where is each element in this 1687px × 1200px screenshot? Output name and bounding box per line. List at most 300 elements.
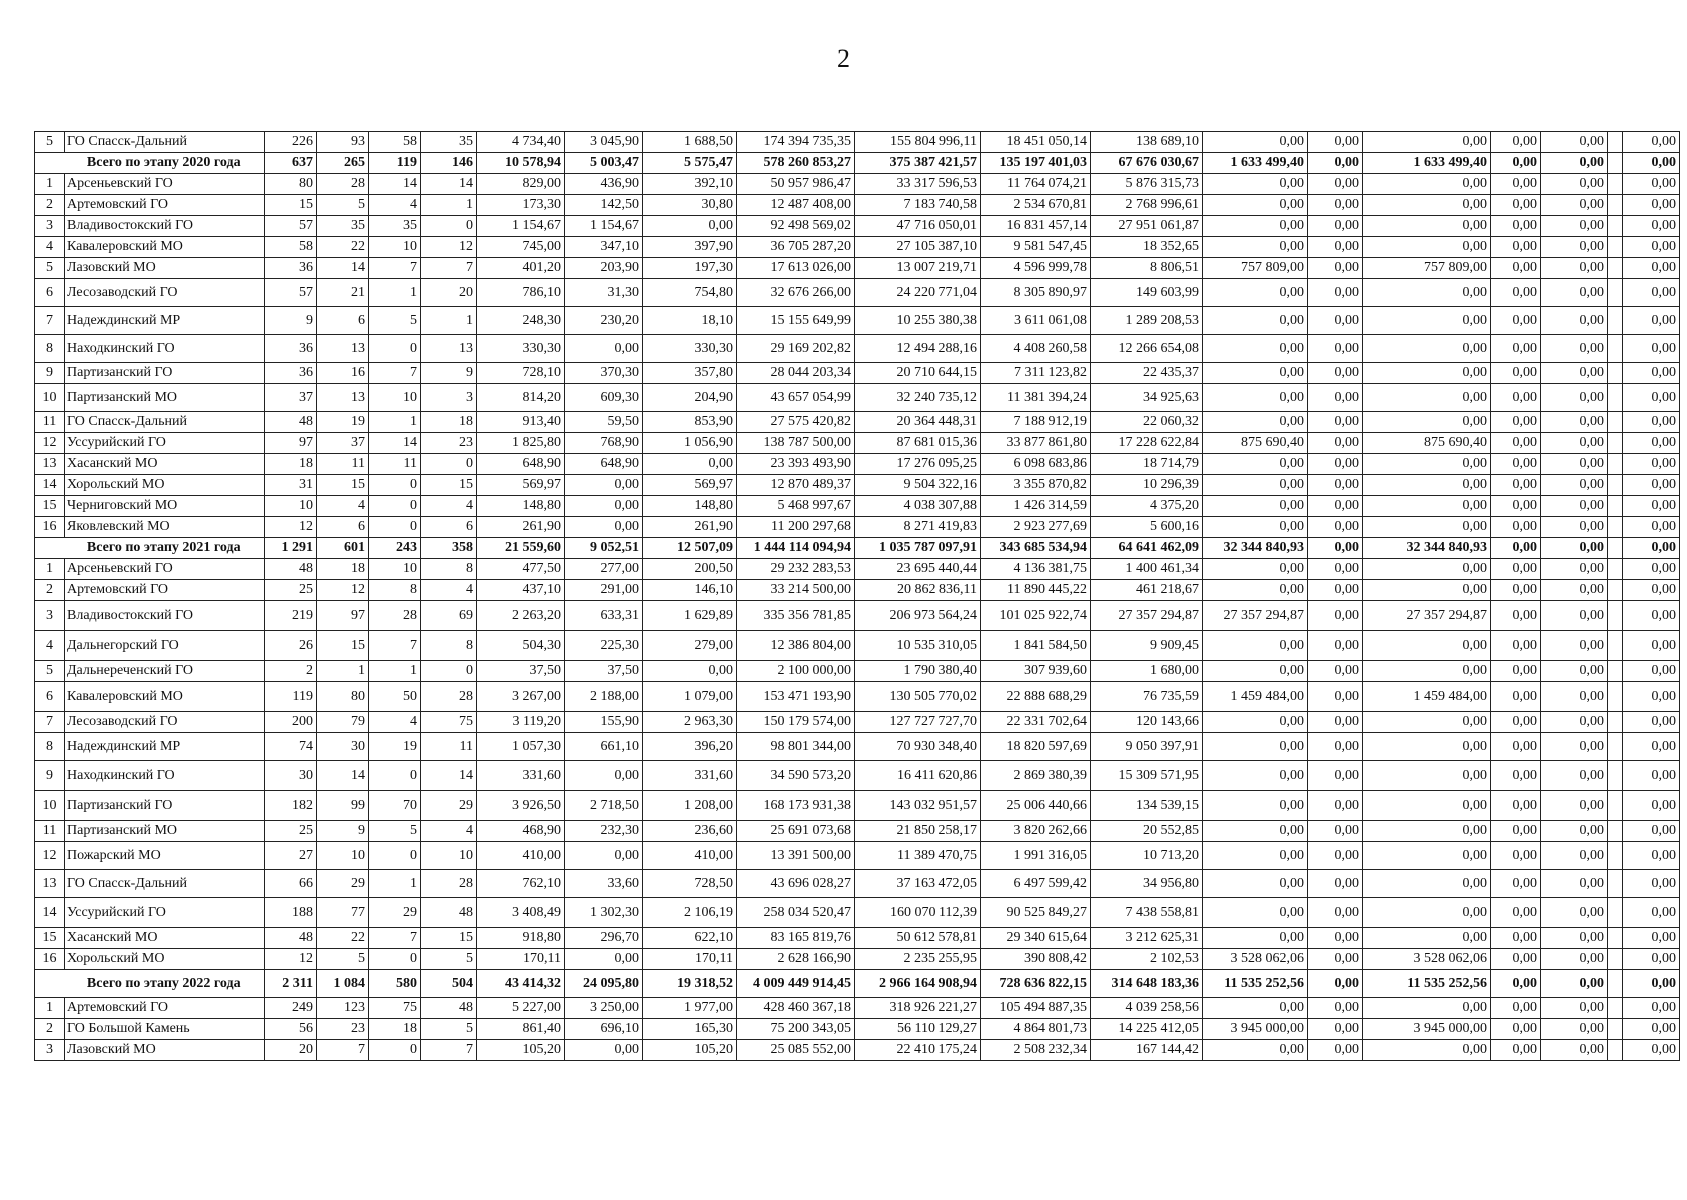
table-row	[35, 1040, 1680, 1061]
value-cell: 0,00	[1491, 237, 1541, 258]
value-cell: 0,00	[1491, 279, 1541, 307]
value-cell: 10 713,20	[1091, 842, 1203, 870]
row-number-cell: 2	[35, 580, 65, 601]
value-cell: 25 006 440,66	[981, 791, 1091, 821]
value-cell: 0	[421, 454, 477, 475]
value-cell: 13	[421, 335, 477, 363]
value-cell: 0,00	[1541, 237, 1608, 258]
value-cell: 0,00	[1491, 174, 1541, 195]
value-cell: 119	[265, 682, 317, 712]
value-cell: 1 056,90	[643, 433, 737, 454]
value-cell: 14	[421, 174, 477, 195]
value-cell: 182	[265, 791, 317, 821]
value-cell: 0,00	[1541, 132, 1608, 153]
value-cell: 0,00	[1308, 258, 1363, 279]
value-cell: 0,00	[1203, 454, 1308, 475]
value-cell: 15	[317, 475, 369, 496]
value-cell: 35	[369, 216, 421, 237]
value-cell: 0,00	[1491, 517, 1541, 538]
value-cell: 50 612 578,81	[855, 928, 981, 949]
value-cell: 0,00	[1623, 970, 1680, 998]
value-cell: 23 393 493,90	[737, 454, 855, 475]
table-row	[35, 174, 1680, 195]
value-cell: 0,00	[1541, 195, 1608, 216]
value-cell: 0,00	[1491, 475, 1541, 496]
value-cell: 14	[317, 761, 369, 791]
value-cell: 0	[369, 949, 421, 970]
value-cell: 0,00	[1308, 195, 1363, 216]
value-cell: 0,00	[1623, 195, 1680, 216]
value-cell: 23	[317, 1019, 369, 1040]
value-cell: 410,00	[477, 842, 565, 870]
value-cell: 0,00	[1363, 174, 1491, 195]
value-cell: 17 613 026,00	[737, 258, 855, 279]
municipality-name-cell: Надеждинский МР	[65, 307, 265, 335]
value-cell: 0,00	[1541, 384, 1608, 412]
value-cell: 226	[265, 132, 317, 153]
value-cell: 875 690,40	[1203, 433, 1308, 454]
value-cell: 0,00	[1491, 258, 1541, 279]
value-cell: 43 696 028,27	[737, 870, 855, 898]
value-cell: 0,00	[1308, 842, 1363, 870]
value-cell: 477,50	[477, 559, 565, 580]
value-cell: 4	[421, 580, 477, 601]
value-cell: 4 408 260,58	[981, 335, 1091, 363]
value-cell: 0,00	[1541, 517, 1608, 538]
value-cell: 4 039 258,56	[1091, 998, 1203, 1019]
value-cell: 314 648 183,36	[1091, 970, 1203, 998]
table-row	[35, 661, 1680, 682]
table-row	[35, 580, 1680, 601]
table-row	[35, 998, 1680, 1019]
value-cell: 12 386 804,00	[737, 631, 855, 661]
value-cell: 4	[421, 821, 477, 842]
value-cell: 1 680,00	[1091, 661, 1203, 682]
table-row	[35, 631, 1680, 661]
value-cell: 569,97	[643, 475, 737, 496]
value-cell: 0,00	[1541, 970, 1608, 998]
row-number-cell: 4	[35, 237, 65, 258]
value-cell: 204,90	[643, 384, 737, 412]
row-number-cell: 2	[35, 195, 65, 216]
value-cell: 12	[265, 517, 317, 538]
value-cell: 1 991 316,05	[981, 842, 1091, 870]
value-cell: 4	[317, 496, 369, 517]
value-cell: 0,00	[1491, 733, 1541, 761]
value-cell: 504,30	[477, 631, 565, 661]
value-cell: 1 302,30	[565, 898, 643, 928]
value-cell: 428 460 367,18	[737, 998, 855, 1019]
column-gap	[1608, 517, 1623, 538]
value-cell: 12 266 654,08	[1091, 335, 1203, 363]
value-cell: 4 864 801,73	[981, 1019, 1091, 1040]
value-cell: 167 144,42	[1091, 1040, 1203, 1061]
column-gap	[1608, 761, 1623, 791]
value-cell: 0,00	[1363, 475, 1491, 496]
value-cell: 0	[369, 475, 421, 496]
table-row	[35, 870, 1680, 898]
value-cell: 2 100 000,00	[737, 661, 855, 682]
value-cell: 17 276 095,25	[855, 454, 981, 475]
row-number-cell: 14	[35, 475, 65, 496]
value-cell: 0,00	[1623, 661, 1680, 682]
value-cell: 32 240 735,12	[855, 384, 981, 412]
value-cell: 0,00	[1308, 661, 1363, 682]
value-cell: 358	[421, 538, 477, 559]
value-cell: 0,00	[1623, 538, 1680, 559]
value-cell: 277,00	[565, 559, 643, 580]
value-cell: 0,00	[1363, 454, 1491, 475]
value-cell: 0,00	[1541, 761, 1608, 791]
value-cell: 13	[317, 384, 369, 412]
municipality-name-cell: Кавалеровский МО	[65, 682, 265, 712]
value-cell: 0,00	[1363, 517, 1491, 538]
column-gap	[1608, 153, 1623, 174]
value-cell: 0,00	[1203, 216, 1308, 237]
value-cell: 101 025 922,74	[981, 601, 1091, 631]
column-gap	[1608, 496, 1623, 517]
value-cell: 58	[369, 132, 421, 153]
value-cell: 622,10	[643, 928, 737, 949]
value-cell: 143 032 951,57	[855, 791, 981, 821]
value-cell: 15 309 571,95	[1091, 761, 1203, 791]
value-cell: 3 926,50	[477, 791, 565, 821]
value-cell: 32 344 840,93	[1363, 538, 1491, 559]
value-cell: 343 685 534,94	[981, 538, 1091, 559]
value-cell: 10	[369, 384, 421, 412]
value-cell: 0	[421, 216, 477, 237]
value-cell: 0,00	[1203, 363, 1308, 384]
value-cell: 170,11	[477, 949, 565, 970]
value-cell: 97	[265, 433, 317, 454]
column-gap	[1608, 998, 1623, 1019]
value-cell: 5	[317, 195, 369, 216]
value-cell: 9 581 547,45	[981, 237, 1091, 258]
value-cell: 47 716 050,01	[855, 216, 981, 237]
value-cell: 170,11	[643, 949, 737, 970]
value-cell: 0,00	[1308, 1040, 1363, 1061]
row-number-cell: 7	[35, 307, 65, 335]
value-cell: 0,00	[1308, 949, 1363, 970]
value-cell: 155,90	[565, 712, 643, 733]
value-cell: 6 497 599,42	[981, 870, 1091, 898]
value-cell: 0,00	[1363, 712, 1491, 733]
row-number-cell: 2	[35, 1019, 65, 1040]
value-cell: 0,00	[1491, 132, 1541, 153]
value-cell: 249	[265, 998, 317, 1019]
value-cell: 80	[265, 174, 317, 195]
value-cell: 0,00	[1541, 949, 1608, 970]
table-row	[35, 216, 1680, 237]
column-gap	[1608, 454, 1623, 475]
table-row	[35, 195, 1680, 216]
row-number-cell: 13	[35, 454, 65, 475]
value-cell: 18	[265, 454, 317, 475]
value-cell: 3 408,49	[477, 898, 565, 928]
value-cell: 0,00	[1491, 363, 1541, 384]
value-cell: 70 930 348,40	[855, 733, 981, 761]
municipality-name-cell: Хасанский МО	[65, 928, 265, 949]
value-cell: 762,10	[477, 870, 565, 898]
municipality-name-cell: Партизанский ГО	[65, 791, 265, 821]
value-cell: 4 596 999,78	[981, 258, 1091, 279]
value-cell: 0,00	[1541, 842, 1608, 870]
value-cell: 130 505 770,02	[855, 682, 981, 712]
value-cell: 0,00	[1623, 433, 1680, 454]
value-cell: 10	[369, 559, 421, 580]
value-cell: 0,00	[1203, 174, 1308, 195]
value-cell: 437,10	[477, 580, 565, 601]
value-cell: 0,00	[1203, 712, 1308, 733]
table-row	[35, 307, 1680, 335]
value-cell: 7	[421, 1040, 477, 1061]
value-cell: 11	[317, 454, 369, 475]
value-cell: 25 085 552,00	[737, 1040, 855, 1061]
column-gap	[1608, 258, 1623, 279]
value-cell: 0,00	[1491, 682, 1541, 712]
value-cell: 2 923 277,69	[981, 517, 1091, 538]
value-cell: 0,00	[1203, 384, 1308, 412]
row-number-cell: 10	[35, 384, 65, 412]
value-cell: 0,00	[565, 761, 643, 791]
municipality-name-cell: Хорольский МО	[65, 475, 265, 496]
municipality-name-cell: Кавалеровский МО	[65, 237, 265, 258]
value-cell: 6	[421, 517, 477, 538]
value-cell: 9 050 397,91	[1091, 733, 1203, 761]
value-cell: 0,00	[1623, 384, 1680, 412]
municipality-name-cell: Артемовский ГО	[65, 580, 265, 601]
value-cell: 0,00	[1363, 279, 1491, 307]
value-cell: 200,50	[643, 559, 737, 580]
value-cell: 138 787 500,00	[737, 433, 855, 454]
value-cell: 12	[317, 580, 369, 601]
row-number-cell: 14	[35, 898, 65, 928]
value-cell: 12	[265, 949, 317, 970]
value-cell: 0,00	[1491, 307, 1541, 335]
value-cell: 0,00	[1541, 279, 1608, 307]
table-row	[35, 384, 1680, 412]
value-cell: 148,80	[643, 496, 737, 517]
value-cell: 18 820 597,69	[981, 733, 1091, 761]
column-gap	[1608, 307, 1623, 335]
value-cell: 3 611 061,08	[981, 307, 1091, 335]
value-cell: 66	[265, 870, 317, 898]
table-body	[35, 132, 1680, 1061]
row-number-cell: 15	[35, 928, 65, 949]
value-cell: 22 435,37	[1091, 363, 1203, 384]
value-cell: 913,40	[477, 412, 565, 433]
value-cell: 27	[265, 842, 317, 870]
municipality-name-cell: Находкинский ГО	[65, 335, 265, 363]
value-cell: 0,00	[1491, 559, 1541, 580]
value-cell: 0,00	[1203, 559, 1308, 580]
value-cell: 0,00	[1203, 631, 1308, 661]
value-cell: 0,00	[1491, 949, 1541, 970]
value-cell: 48	[265, 928, 317, 949]
value-cell: 0,00	[1623, 870, 1680, 898]
value-cell: 2 869 380,39	[981, 761, 1091, 791]
value-cell: 648,90	[565, 454, 643, 475]
value-cell: 37	[265, 384, 317, 412]
value-cell: 33 877 861,80	[981, 433, 1091, 454]
value-cell: 3 945 000,00	[1363, 1019, 1491, 1040]
value-cell: 0,00	[1363, 631, 1491, 661]
row-number-cell: 13	[35, 870, 65, 898]
value-cell: 0,00	[1203, 279, 1308, 307]
value-cell: 0,00	[565, 949, 643, 970]
municipality-name-cell: Надеждинский МР	[65, 733, 265, 761]
value-cell: 2 718,50	[565, 791, 643, 821]
value-cell: 0,00	[1308, 559, 1363, 580]
value-cell: 11 764 074,21	[981, 174, 1091, 195]
value-cell: 123	[317, 998, 369, 1019]
value-cell: 0,00	[1491, 631, 1541, 661]
value-cell: 22	[317, 928, 369, 949]
value-cell: 28	[421, 870, 477, 898]
table-row	[35, 517, 1680, 538]
value-cell: 0,00	[1308, 237, 1363, 258]
value-cell: 0,00	[1363, 898, 1491, 928]
value-cell: 67 676 030,67	[1091, 153, 1203, 174]
municipality-name-cell: Партизанский МО	[65, 384, 265, 412]
column-gap	[1608, 132, 1623, 153]
value-cell: 0,00	[1308, 216, 1363, 237]
value-cell: 0,00	[1203, 791, 1308, 821]
value-cell: 37 163 472,05	[855, 870, 981, 898]
value-cell: 225,30	[565, 631, 643, 661]
value-cell: 0,00	[1363, 761, 1491, 791]
value-cell: 5 227,00	[477, 998, 565, 1019]
value-cell: 12	[421, 237, 477, 258]
value-cell: 160 070 112,39	[855, 898, 981, 928]
value-cell: 168 173 931,38	[737, 791, 855, 821]
value-cell: 0,00	[1623, 712, 1680, 733]
value-cell: 0,00	[1491, 216, 1541, 237]
value-cell: 28 044 203,34	[737, 363, 855, 384]
value-cell: 0	[369, 496, 421, 517]
value-cell: 0,00	[1363, 661, 1491, 682]
value-cell: 2 311	[265, 970, 317, 998]
value-cell: 24 220 771,04	[855, 279, 981, 307]
value-cell: 8	[421, 559, 477, 580]
value-cell: 0,00	[1363, 580, 1491, 601]
value-cell: 26	[265, 631, 317, 661]
value-cell: 34 590 573,20	[737, 761, 855, 791]
value-cell: 0,00	[1363, 363, 1491, 384]
value-cell: 11 535 252,56	[1203, 970, 1308, 998]
value-cell: 27 575 420,82	[737, 412, 855, 433]
value-cell: 829,00	[477, 174, 565, 195]
value-cell: 0,00	[1491, 454, 1541, 475]
value-cell: 10	[265, 496, 317, 517]
value-cell: 7	[369, 928, 421, 949]
value-cell: 0,00	[1363, 559, 1491, 580]
row-number-cell	[35, 153, 65, 174]
value-cell: 1 459 484,00	[1363, 682, 1491, 712]
value-cell: 6	[317, 307, 369, 335]
value-cell: 370,30	[565, 363, 643, 384]
value-cell: 3	[421, 384, 477, 412]
value-cell: 99	[317, 791, 369, 821]
value-cell: 0,00	[1203, 733, 1308, 761]
value-cell: 0,00	[1491, 580, 1541, 601]
value-cell: 25 691 073,68	[737, 821, 855, 842]
column-gap	[1608, 363, 1623, 384]
value-cell: 5 468 997,67	[737, 496, 855, 517]
value-cell: 21 559,60	[477, 538, 565, 559]
value-cell: 0,00	[1308, 153, 1363, 174]
value-cell: 0,00	[1203, 335, 1308, 363]
value-cell: 1	[317, 661, 369, 682]
value-cell: 5	[421, 1019, 477, 1040]
row-number-cell: 5	[35, 258, 65, 279]
value-cell: 2 628 166,90	[737, 949, 855, 970]
value-cell: 105 494 887,35	[981, 998, 1091, 1019]
value-cell: 9 052,51	[565, 538, 643, 559]
value-cell: 10	[421, 842, 477, 870]
column-gap	[1608, 601, 1623, 631]
value-cell: 1	[421, 195, 477, 216]
stage-total-row	[35, 153, 1680, 174]
value-cell: 15	[421, 928, 477, 949]
value-cell: 48	[421, 998, 477, 1019]
value-cell: 0,00	[1203, 132, 1308, 153]
value-cell: 27 357 294,87	[1091, 601, 1203, 631]
value-cell: 27 951 061,87	[1091, 216, 1203, 237]
value-cell: 648,90	[477, 454, 565, 475]
value-cell: 13	[317, 335, 369, 363]
value-cell: 0,00	[1308, 335, 1363, 363]
value-cell: 0,00	[1203, 580, 1308, 601]
value-cell: 0,00	[1623, 559, 1680, 580]
table-row	[35, 682, 1680, 712]
value-cell: 0,00	[1541, 661, 1608, 682]
value-cell: 0,00	[1363, 842, 1491, 870]
value-cell: 0,00	[1363, 496, 1491, 517]
value-cell: 188	[265, 898, 317, 928]
value-cell: 7	[369, 631, 421, 661]
value-cell: 0	[421, 661, 477, 682]
value-cell: 0,00	[1308, 898, 1363, 928]
value-cell: 0,00	[1491, 433, 1541, 454]
value-cell: 77	[317, 898, 369, 928]
value-cell: 8 806,51	[1091, 258, 1203, 279]
row-number-cell: 1	[35, 174, 65, 195]
row-number-cell: 11	[35, 412, 65, 433]
value-cell: 50 957 986,47	[737, 174, 855, 195]
value-cell: 5 876 315,73	[1091, 174, 1203, 195]
value-cell: 25	[265, 580, 317, 601]
value-cell: 569,97	[477, 475, 565, 496]
value-cell: 219	[265, 601, 317, 631]
value-cell: 14	[317, 258, 369, 279]
value-cell: 148,80	[477, 496, 565, 517]
column-gap	[1608, 475, 1623, 496]
value-cell: 265	[317, 153, 369, 174]
value-cell: 12 487 408,00	[737, 195, 855, 216]
value-cell: 0,00	[1623, 307, 1680, 335]
value-cell: 0,00	[1203, 496, 1308, 517]
stage-total-row	[35, 970, 1680, 998]
row-number-cell: 11	[35, 821, 65, 842]
row-number-cell: 3	[35, 216, 65, 237]
value-cell: 32 676 266,00	[737, 279, 855, 307]
value-cell: 105,20	[477, 1040, 565, 1061]
value-cell: 0,00	[1623, 454, 1680, 475]
value-cell: 1 154,67	[477, 216, 565, 237]
value-cell: 633,31	[565, 601, 643, 631]
table-row	[35, 559, 1680, 580]
